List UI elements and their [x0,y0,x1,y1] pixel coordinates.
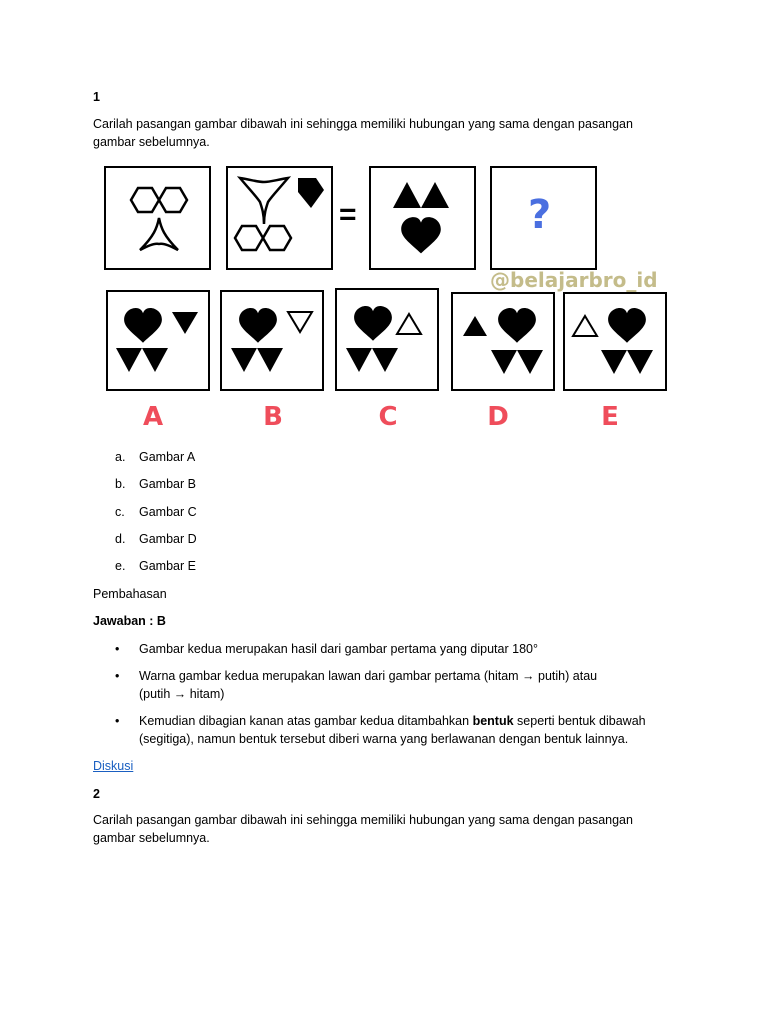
option-c-shapes [337,290,436,388]
explanation-3-bold: bentuk [472,714,514,728]
option-letter-a: A [142,402,164,432]
discussion-heading: Pembahasan [93,587,167,601]
option-letter-c: C [378,402,398,432]
choice-marker: b. [115,477,126,491]
figure-3-shapes [371,168,473,267]
figure-2-shapes [228,168,330,267]
option-a-box[interactable] [106,290,210,391]
explanation-3-post: seperti bentuk dibawah [513,714,646,728]
option-e-box[interactable] [563,292,667,391]
watermark: @belajarbro_id [490,268,658,292]
choice-marker: a. [115,450,126,464]
choice-label: Gambar E [139,559,196,573]
option-e-shapes [565,294,664,388]
equals-sign: = [339,198,357,231]
explanation-2-text-line2: (putih → hitam) [139,687,225,701]
choice-label: Gambar D [139,532,197,546]
choice-label: Gambar C [139,505,197,519]
option-d-shapes [453,294,552,388]
choice-marker: e. [115,559,126,573]
choice-b[interactable] [115,475,196,493]
figure-box-2 [226,166,333,270]
option-a-shapes [108,292,207,388]
discussion-link-wrap [93,757,133,775]
question-number: 1 [93,90,100,104]
choice-label: Gambar B [139,477,196,491]
choice-a[interactable] [115,448,195,466]
question-2-prompt-line1: Carilah pasangan gambar dibawah ini sehingga memiliki hubungan yang sama dengan pasangan [93,813,633,827]
bullet-dot: • [115,669,120,683]
question-mark: ? [528,192,552,238]
choice-marker: d. [115,532,126,546]
choice-e[interactable] [115,557,196,575]
option-letter-b: B [263,402,283,432]
choice-label: Gambar A [139,450,196,464]
option-c-box[interactable] [335,288,439,391]
option-b-box[interactable] [220,290,324,391]
choice-d[interactable] [115,530,197,548]
explanation-3-text-line2: (segitiga), namun bentuk tersebut diberi warna yang berlawanan dengan bentuk lainnya. [139,732,629,746]
question-2-prompt-line2: gambar sebelumnya. [93,831,210,845]
option-d-box[interactable] [451,292,555,391]
bullet-dot: • [115,642,120,656]
explanation-2-text: Warna gambar kedua merupakan lawan dari gambar pertama (hitam → putih) atau [139,669,598,683]
answer-text: Jawaban : B [93,614,166,628]
question-prompt-line1: Carilah pasangan gambar dibawah ini sehingga memiliki hubungan yang sama dengan pasangan [93,117,633,131]
answer-box [490,166,597,270]
question-2-number: 2 [93,787,100,801]
question-prompt-line2: gambar sebelumnya. [93,135,210,149]
choice-c[interactable] [115,503,197,521]
discussion-link[interactable]: Diskusi [93,759,134,773]
explanation-3-text [139,712,699,730]
bullet-dot: • [115,714,120,728]
explanation-3-pre: Kemudian dibagian kanan atas gambar kedua ditambahkan [139,714,473,728]
option-letter-e: E [601,402,619,432]
option-letter-d: D [487,402,509,432]
option-b-shapes [222,292,321,388]
figure-box-1 [104,166,211,270]
explanation-1-text: Gambar kedua merupakan hasil dari gambar pertama yang diputar 180° [139,642,538,656]
figure-box-3 [369,166,476,270]
figure-1-shapes [106,168,208,267]
choice-marker: c. [115,505,125,519]
